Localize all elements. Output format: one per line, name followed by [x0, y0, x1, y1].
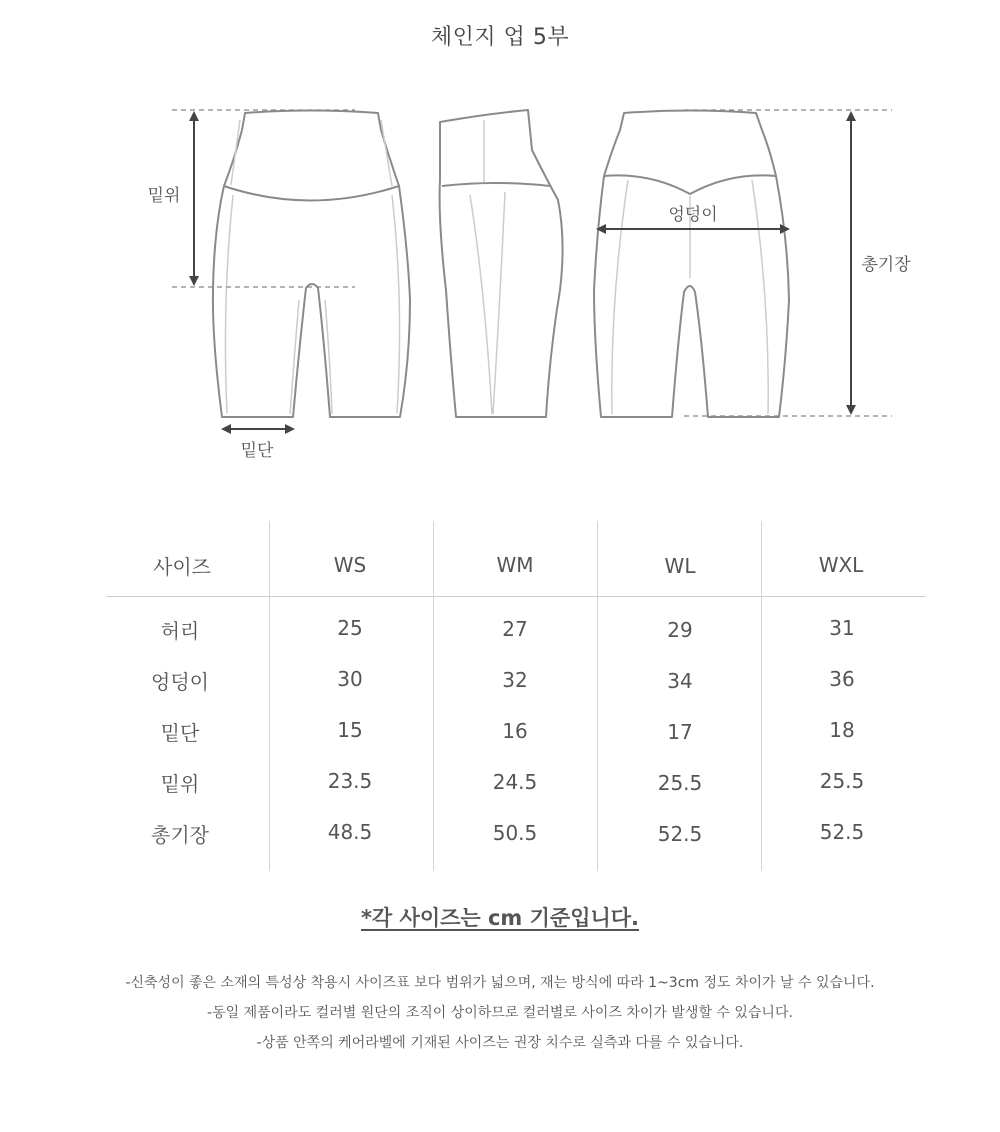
column-divider [597, 521, 598, 871]
table-cell: 50.5 [492, 821, 538, 845]
table-cell: 29 [667, 618, 693, 642]
page-title: 체인지 업 5부 [430, 25, 570, 50]
table-cell: 30 [337, 667, 363, 691]
table-cell: 15 [337, 718, 363, 742]
table-cell: 25.5 [819, 769, 865, 793]
header-wm: WM [496, 553, 534, 577]
table-cell: 36 [829, 667, 855, 691]
table-cell: 25 [337, 616, 363, 640]
header-wxl: WXL [818, 553, 864, 577]
front-view-garment [213, 111, 410, 418]
label-rise: 밑위 [147, 186, 181, 206]
unit-note [0, 902, 1000, 932]
back-view-garment [594, 111, 789, 418]
column-divider [761, 521, 762, 871]
table-cell: 16 [502, 719, 528, 743]
column-divider [433, 521, 434, 871]
table-cell: 52.5 [819, 820, 865, 844]
label-hem: 밑단 [240, 441, 274, 461]
measurement-diagram [0, 0, 1000, 480]
table-cell: 18 [829, 718, 855, 742]
description-line: -상품 안쪽의 케어라벨에 기재된 사이즈는 권장 치수로 실측과 다를 수 있습니다. [256, 1035, 744, 1051]
row-label-hip: 엉덩이 [151, 670, 209, 694]
label-hip: 엉덩이 [668, 205, 718, 225]
unit-note-text: *각 사이즈는 cm 기준입니다. [360, 906, 640, 930]
row-label-hem: 밑단 [160, 721, 200, 745]
table-cell: 52.5 [657, 822, 703, 846]
table-cell: 25.5 [657, 771, 703, 795]
table-cell: 31 [829, 616, 855, 640]
table-cell: 17 [667, 720, 693, 744]
header-ws: WS [333, 553, 367, 577]
table-cell: 32 [502, 668, 528, 692]
header-size: 사이즈 [153, 555, 211, 579]
header-divider [106, 596, 926, 597]
row-label-rise: 밑위 [160, 772, 200, 796]
table-cell: 27 [502, 617, 528, 641]
header-wl: WL [664, 554, 696, 578]
description-line: -신축성이 좋은 소재의 특성상 착용시 사이즈표 보다 범위가 넓으며, 재는 방식에 따라 1~3cm 정도 차이가 날 수 있습니다. [125, 975, 875, 991]
row-label-waist: 허리 [160, 619, 200, 643]
row-label-length: 총기장 [151, 823, 209, 847]
table-cell: 24.5 [492, 770, 538, 794]
description-line: -동일 제품이라도 컬러별 원단의 조직이 상이하므로 컬러별로 사이즈 차이가 발생할 수 있습니다. [207, 1005, 793, 1021]
table-cell: 34 [667, 669, 693, 693]
label-length: 총기장 [861, 255, 911, 275]
table-cell: 23.5 [327, 769, 373, 793]
column-divider [269, 521, 270, 871]
table-cell: 48.5 [327, 820, 373, 844]
size-table [106, 521, 926, 871]
